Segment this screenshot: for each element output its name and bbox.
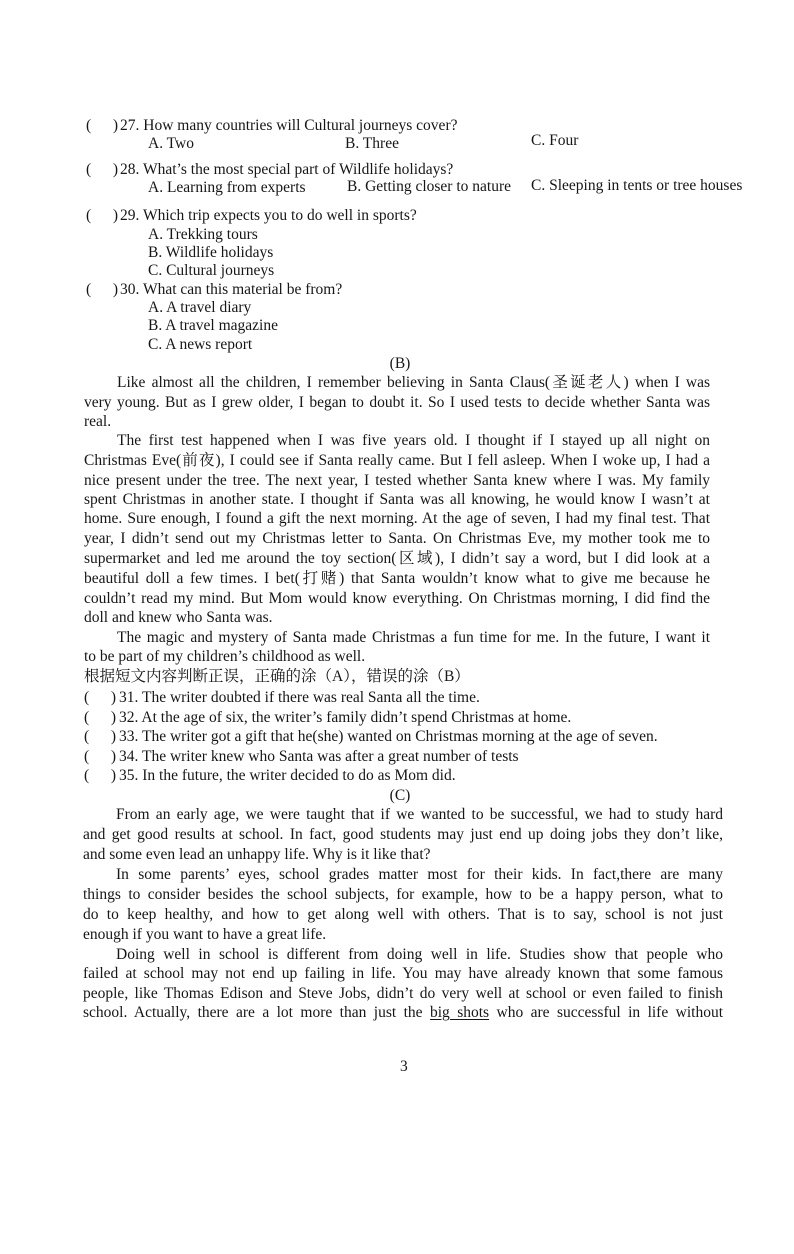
question-33 <box>0 727 794 747</box>
bracket-open: ( <box>86 161 92 178</box>
question-text: The writer got a gift that he(she) wanted on Christmas morning at the age of seven. <box>141 728 658 745</box>
question-text: In the future, the writer decided to do as Mom did. <box>142 767 456 784</box>
option-a: A. A travel diary <box>148 299 252 316</box>
passage-line: very young. But as I grew older, I began to doubt it. So I used tests to decide whether Santa was <box>84 394 710 411</box>
passage-line: Doing well in school is different from doing well in life. Studies show that people who <box>116 946 723 963</box>
passage-line <box>83 1003 723 1023</box>
question-text: The writer knew who Santa was after a great number of tests <box>141 748 519 765</box>
answer-bracket <box>84 766 116 786</box>
question-30 <box>0 280 794 300</box>
question-number: 34. <box>119 748 139 765</box>
question-number: 28. <box>120 161 140 178</box>
bracket-open: ( <box>84 767 90 784</box>
question-number: 35. <box>119 767 139 784</box>
page-number: 3 <box>400 1058 408 1075</box>
bracket-close: ) <box>110 689 116 706</box>
option-c: C. Four <box>531 132 579 149</box>
bracket-open: ( <box>86 117 92 134</box>
question-text: What’s the most special part of Wildlife holidays? <box>142 161 454 178</box>
bracket-close: ) <box>112 281 118 298</box>
passage-line: failed at school may not end up failing in life. You may have already known that some famous <box>83 965 723 982</box>
question-text: The writer doubted if there was real Santa all the time. <box>141 689 480 706</box>
question-34 <box>0 747 794 767</box>
question-stem <box>120 206 417 226</box>
question-number: 27. <box>120 117 140 134</box>
question-27 <box>0 116 794 136</box>
bracket-close: ) <box>112 161 118 178</box>
bracket-open: ( <box>84 728 90 745</box>
answer-bracket <box>86 206 118 226</box>
question-text: At the age of six, the writer’s family didn’t spend Christmas at home. <box>141 709 572 726</box>
passage-line: The first test happened when I was five years old. I thought if I stayed up all night on <box>117 432 710 449</box>
question-stem <box>120 280 342 300</box>
passage-line: supermarket and led me around the toy section(区域), I didn’t say a word, but I did look at a <box>84 550 710 567</box>
answer-bracket <box>84 747 116 767</box>
bracket-close: ) <box>110 767 116 784</box>
passage-line: spent Christmas in another state. I thought if Santa was all knowing, he would know I wasn’t at <box>84 491 710 508</box>
question-stem <box>119 688 480 708</box>
question-number: 31. <box>119 689 139 706</box>
question-31 <box>0 688 794 708</box>
bracket-close: ) <box>110 709 116 726</box>
question-stem <box>119 766 456 786</box>
answer-bracket <box>84 708 116 728</box>
section-heading-c: (C) <box>389 787 411 804</box>
passage-line: year, I didn’t send out my Christmas letter to Santa. On Christmas Eve, my mother took me to <box>84 530 710 547</box>
instruction-text: 根据短文内容判断正误，正确的涂（A），错误的涂（B） <box>84 668 470 685</box>
passage-line: doll and knew who Santa was. <box>84 609 273 626</box>
question-29 <box>0 206 794 226</box>
passage-line: and some even lead an unhappy life. Why is it like that? <box>83 846 431 863</box>
line-text: who are successful in life without <box>489 1004 724 1021</box>
question-35 <box>0 766 794 786</box>
passage-line: home. Sure enough, I found a gift the next morning. At the age of seven, I had my final test. That <box>84 510 710 527</box>
option-c: C. A news report <box>148 336 253 353</box>
question-number: 33. <box>119 728 139 745</box>
option-a: A. Learning from experts <box>148 179 306 196</box>
section-heading-b: (B) <box>389 355 411 372</box>
question-stem <box>119 708 571 728</box>
option-b: B. Wildlife holidays <box>148 244 274 261</box>
question-number: 32. <box>119 709 139 726</box>
question-number: 30. <box>120 281 140 298</box>
passage-line: Christmas Eve(前夜), I could see if Santa really came. But I fell asleep. When I woke up, I had a <box>84 452 710 469</box>
passage-line: From an early age, we were taught that if we wanted to be successful, we had to study hard <box>116 806 723 823</box>
bracket-open: ( <box>86 281 92 298</box>
bracket-close: ) <box>110 748 116 765</box>
passage-line: nice present under the tree. The next year, I tested whether Santa knew where I was. My family <box>84 472 710 489</box>
question-text: What can this material be from? <box>142 281 343 298</box>
option-b: B. Three <box>345 135 399 152</box>
answer-bracket <box>86 280 118 300</box>
option-b: B. A travel magazine <box>148 317 278 334</box>
bracket-open: ( <box>84 748 90 765</box>
answer-bracket <box>86 116 118 136</box>
answer-bracket <box>86 160 118 180</box>
question-text: How many countries will Cultural journeys cover? <box>143 117 458 134</box>
bracket-open: ( <box>84 689 90 706</box>
passage-line: Like almost all the children, I remember believing in Santa Claus(圣诞老人) when I was <box>117 374 710 391</box>
bracket-close: ) <box>112 117 118 134</box>
passage-line: do to keep healthy, and how to get along well with others. That is to say, school is not just <box>83 906 723 923</box>
passage-line: people, like Thomas Edison and Steve Jobs, didn’t do very well at school or even failed to finish <box>83 985 723 1002</box>
underlined-phrase: big shots <box>429 1004 490 1021</box>
option-c: C. Sleeping in tents or tree houses <box>531 177 743 194</box>
question-text: Which trip expects you to do well in sports? <box>142 207 417 224</box>
bracket-close: ) <box>112 207 118 224</box>
line-text: school. Actually, there are a lot more than just the <box>83 1004 430 1021</box>
passage-line: couldn’t read my mind. But Mom would know everything. On Christmas morning, I did find the <box>84 590 710 607</box>
question-stem <box>119 727 658 747</box>
passage-line: In some parents’ eyes, school grades matter most for their kids. In fact,there are many <box>116 866 723 883</box>
answer-bracket <box>84 727 116 747</box>
question-stem <box>119 747 519 767</box>
question-32 <box>0 708 794 728</box>
passage-line: to be part of my children’s childhood as well. <box>84 648 366 665</box>
passage-line: things to consider besides the school subjects, for example, how to be a happy person, what to <box>83 886 723 903</box>
option-b: B. Getting closer to nature <box>347 178 511 195</box>
bracket-close: ) <box>110 728 116 745</box>
passage-line: The magic and mystery of Santa made Christmas a fun time for me. In the future, I want it <box>117 629 710 646</box>
option-a: A. Trekking tours <box>148 226 258 243</box>
passage-line: beautiful doll a few times. I bet(打赌) that Santa wouldn’t know what to give me because he <box>84 570 710 587</box>
option-a: A. Two <box>148 135 194 152</box>
option-c: C. Cultural journeys <box>148 262 275 279</box>
passage-line: and get good results at school. In fact, good students may just end up doing jobs they don’t like, <box>83 826 723 843</box>
bracket-open: ( <box>86 207 92 224</box>
question-number: 29. <box>120 207 140 224</box>
passage-line: enough if you want to have a great life. <box>83 926 327 943</box>
answer-bracket <box>84 688 116 708</box>
bracket-open: ( <box>84 709 90 726</box>
passage-line: real. <box>84 413 112 430</box>
question-stem <box>120 116 457 136</box>
